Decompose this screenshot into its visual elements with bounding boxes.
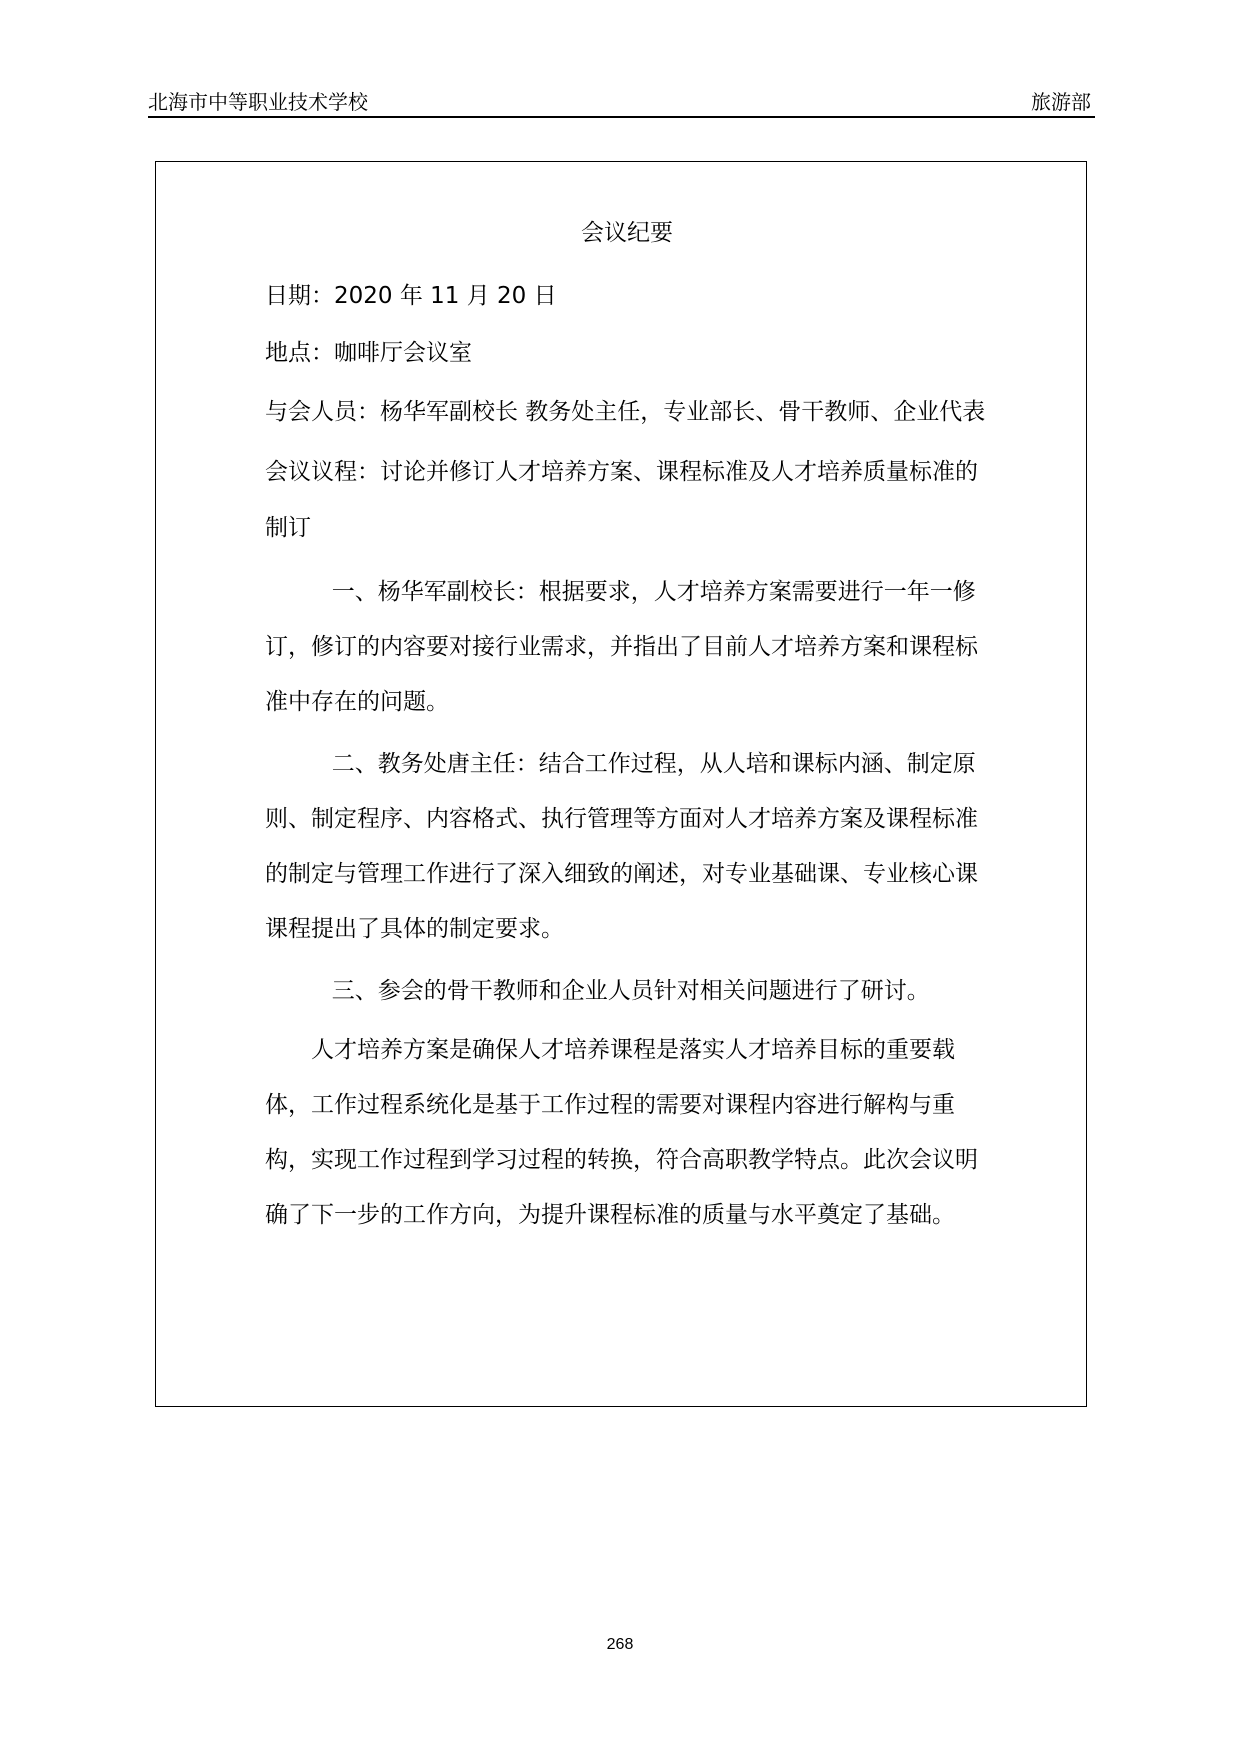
meeting-agenda: 会议议程：讨论并修订人才培养方案、课程标准及人才培养质量标准的制订 <box>265 459 978 541</box>
discussion-item-2: 二、教务处唐主任：结合工作过程，从人培和课标内涵、制定原则、制定程序、内容格式、执行管理等方面对人才培养方案及课程标准的制定与管理工作进行了深入细致的阐述，对专业基础课、专业核心课课程提出了具体的制定要求。 <box>265 751 978 942</box>
meeting-date: 日期：2020 年 11 月 20 日 <box>265 283 557 309</box>
meeting-attendees: 与会人员：杨华军副校长 教务处主任，专业部长、骨干教师、企业代表 <box>265 399 986 425</box>
discussion-item-3: 三、参会的骨干教师和企业人员针对相关问题进行了研讨。 <box>331 978 930 1004</box>
school-name: 北海市中等职业技术学校 <box>148 90 368 114</box>
department-name: 旅游部 <box>1031 90 1091 114</box>
page-header <box>148 86 1095 118</box>
meeting-conclusion: 人才培养方案是确保人才培养课程是落实人才培养目标的重要载体，工作过程系统化是基于工作过程的需要对课程内容进行解构与重构，实现工作过程到学习过程的转换，符合高职教学特点。此次会议明确了下一步的工作方向，为提升课程标准的质量与水平奠定了基础。 <box>265 1037 978 1228</box>
meeting-location: 地点：咖啡厅会议室 <box>265 340 472 366</box>
page-number: 268 <box>606 1636 634 1653</box>
minutes-content <box>265 198 989 1243</box>
discussion-item-1: 一、杨华军副校长：根据要求，人才培养方案需要进行一年一修订，修订的内容要对接行业需求，并指出了目前人才培养方案和课程标准中存在的问题。 <box>265 579 978 715</box>
minutes-title: 会议纪要 <box>581 220 673 246</box>
